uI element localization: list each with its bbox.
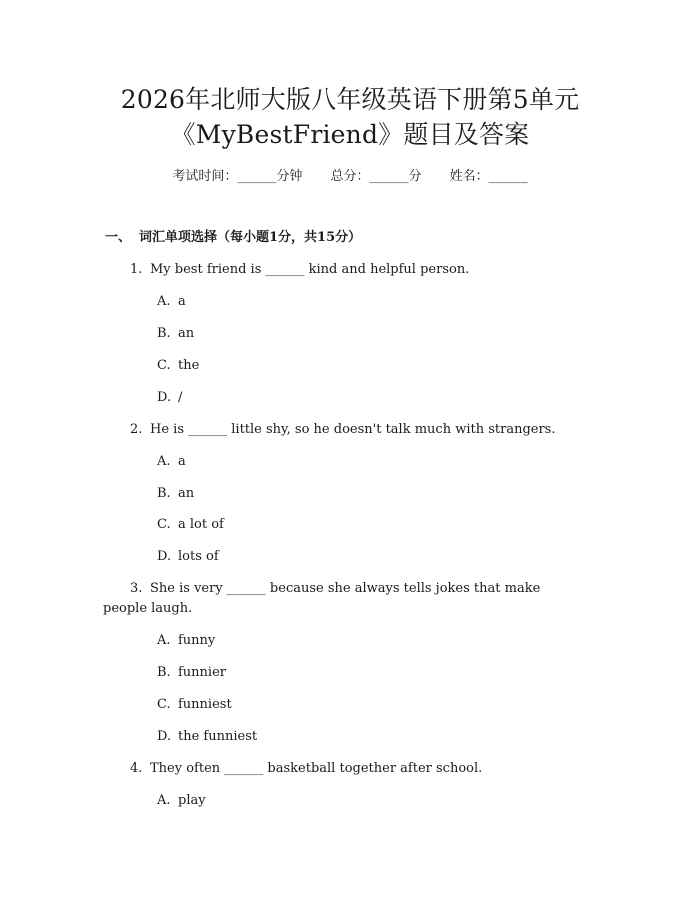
- exam-title-line-1: 2026年北师大版八年级英语下册第5单元: [120, 85, 580, 114]
- question-number: 3.: [130, 581, 143, 596]
- option-letter: C.: [157, 517, 171, 532]
- question-4: [130, 760, 482, 778]
- question-2-option-d: [157, 548, 219, 566]
- option-text: the funniest: [178, 729, 258, 744]
- question-2-option-b: [157, 485, 194, 503]
- question-3-option-a: [157, 632, 215, 650]
- question-text: They often ______ basketball together after school.: [150, 761, 483, 776]
- question-2-option-a: [157, 453, 186, 471]
- option-letter: A.: [157, 633, 171, 648]
- question-4-option-a: [157, 792, 206, 810]
- question-text: He is ______ little shy, so he doesn't talk much with strangers.: [150, 422, 556, 437]
- option-letter: B.: [157, 326, 171, 341]
- question-3: [130, 580, 540, 598]
- exam-time-field: 考试时间：______分钟: [172, 169, 303, 184]
- exam-title-line-2: 《MyBestFriend》题目及答案: [170, 120, 530, 149]
- question-number: 2.: [130, 422, 143, 437]
- option-text: a lot of: [178, 517, 224, 532]
- question-1: [130, 261, 469, 279]
- option-letter: C.: [157, 697, 171, 712]
- option-text: funniest: [178, 697, 232, 712]
- question-1-option-d: [157, 389, 182, 407]
- question-3-option-b: [157, 664, 226, 682]
- option-text: an: [178, 326, 195, 341]
- option-text: the: [178, 358, 200, 373]
- option-letter: B.: [157, 486, 171, 501]
- option-letter: A.: [157, 294, 171, 309]
- option-letter: D.: [157, 729, 172, 744]
- question-3-option-d: [157, 728, 257, 746]
- option-text: play: [178, 793, 206, 808]
- section-number: 一、: [105, 230, 132, 245]
- option-text: /: [178, 390, 183, 405]
- question-3-continuation: people laugh.: [103, 601, 193, 616]
- question-3-option-c: [157, 696, 232, 714]
- question-text: She is very ______ because she always tells jokes that make: [150, 581, 541, 596]
- question-text: My best friend is ______ kind and helpful person.: [150, 262, 470, 277]
- option-text: funny: [178, 633, 216, 648]
- option-letter: D.: [157, 390, 172, 405]
- section-title: 词汇单项选择（每小题1分，共15分）: [139, 230, 362, 245]
- option-letter: A.: [157, 793, 171, 808]
- question-1-option-b: [157, 325, 194, 343]
- option-letter: D.: [157, 549, 172, 564]
- section-heading: [105, 229, 361, 247]
- question-1-option-c: [157, 357, 199, 375]
- question-1-option-a: [157, 293, 186, 311]
- question-2: [130, 421, 555, 439]
- option-text: a: [178, 454, 186, 469]
- student-name-field: 姓名：______: [449, 169, 528, 184]
- option-letter: A.: [157, 454, 171, 469]
- option-text: lots of: [178, 549, 219, 564]
- question-2-option-c: [157, 516, 224, 534]
- question-number: 1.: [130, 262, 143, 277]
- option-text: funnier: [178, 665, 226, 680]
- option-text: a: [178, 294, 186, 309]
- exam-meta: [0, 168, 700, 186]
- option-letter: B.: [157, 665, 171, 680]
- total-score-field: 总分：______分: [330, 169, 422, 184]
- option-text: an: [178, 486, 195, 501]
- question-number: 4.: [130, 761, 143, 776]
- option-letter: C.: [157, 358, 171, 373]
